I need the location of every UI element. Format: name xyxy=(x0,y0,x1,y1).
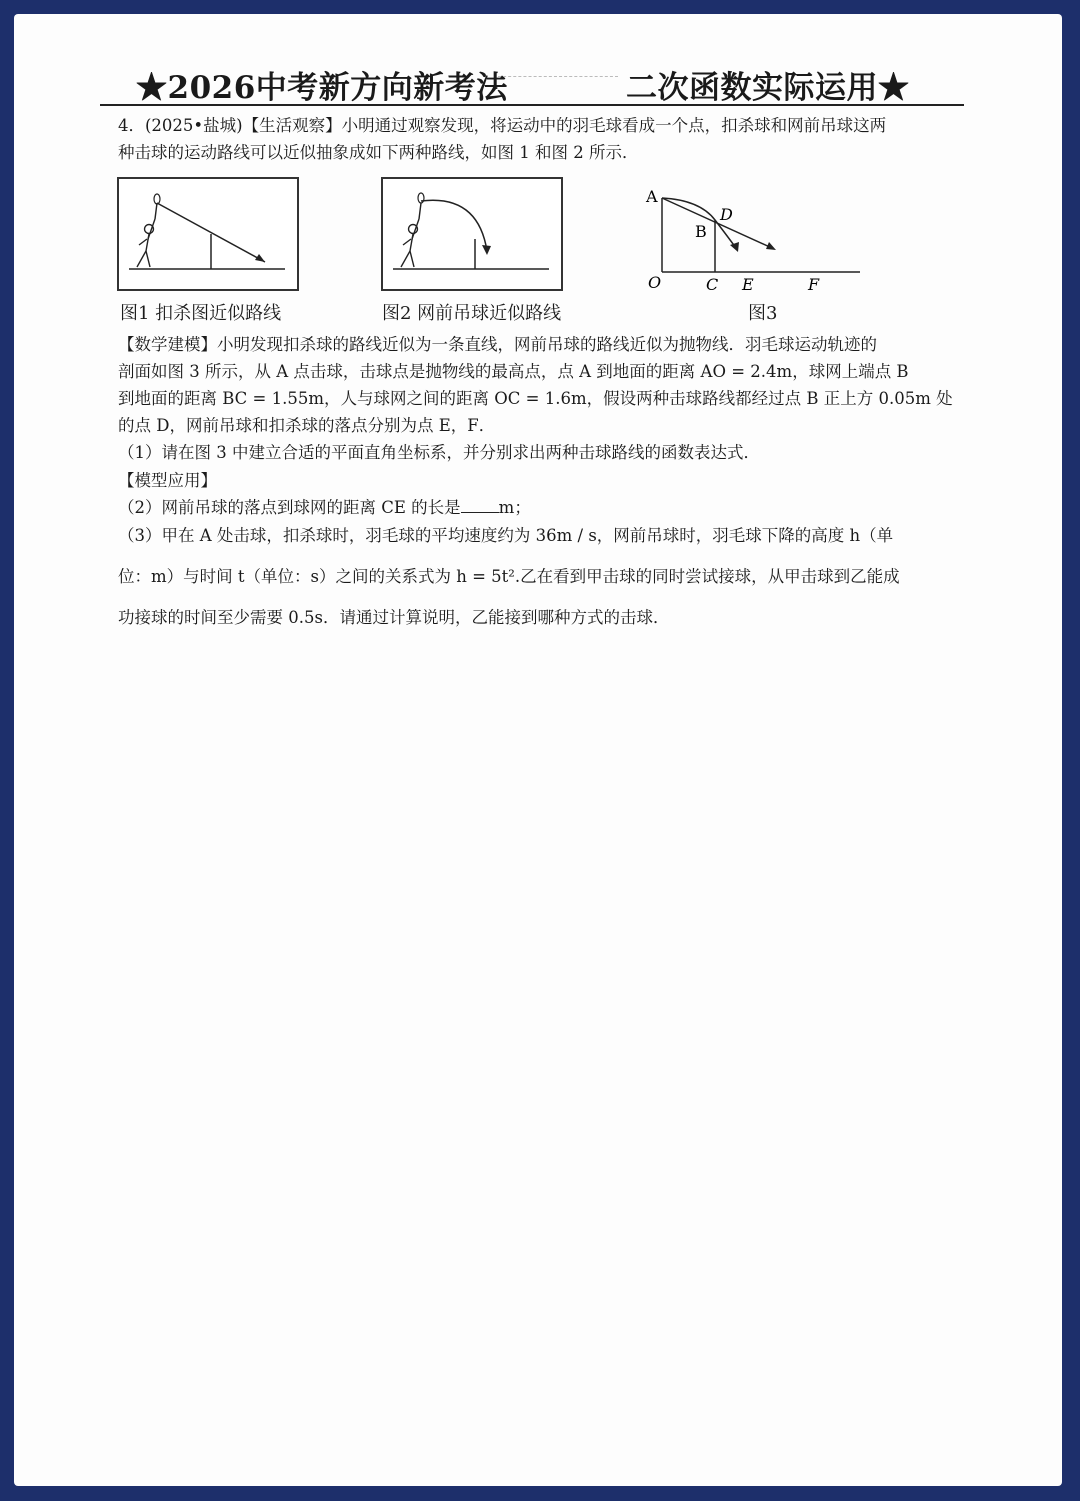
model-line-4: 的点 D，网前吊球和扣杀球的落点分别为点 E，F． xyxy=(118,416,496,435)
title-right: 二次函数实际运用★ xyxy=(626,70,910,106)
question-3-line-3: 功接球的时间至少需要 0.5s．请通过计算说明，乙能接到哪种方式的击球． xyxy=(118,608,670,627)
question-3-line-1: （3）甲在 A 处击球，扣杀球时，羽毛球的平均速度约为 36m / s，网前吊球时，羽毛球下降的高度 h（单 xyxy=(118,526,894,545)
question-2 xyxy=(118,494,531,521)
label-C: C xyxy=(706,275,719,294)
question-2-text: （2）网前吊球的落点到球网的距离 CE 的长是 xyxy=(118,498,461,517)
figure-1-caption: 图1 扣杀图近似路线 xyxy=(120,303,282,324)
model-line-1: 【数学建模】小明发现扣杀球的路线近似为一条直线，网前吊球的路线近似为抛物线．羽毛球运动轨迹的 xyxy=(118,335,877,354)
model-line-3: 到地面的距离 BC = 1.55m，人与球网之间的距离 OC = 1.6m，假设两种击球路线都经过点 B 正上方 0.05m 处 xyxy=(118,389,953,408)
question-2-unit: m； xyxy=(498,498,531,517)
model-line-2: 剖面如图 3 所示，从 A 点击球，击球点是抛物线的最高点，点 A 到地面的距离 AO = 2.4m，球网上端点 B xyxy=(118,362,909,381)
title-bar xyxy=(100,62,964,106)
figure-1-box xyxy=(117,177,299,291)
label-D: D xyxy=(720,205,733,224)
figure-2-caption: 图2 网前吊球近似路线 xyxy=(382,303,562,324)
title-gap-mark xyxy=(498,76,618,87)
label-A: A xyxy=(646,187,658,206)
problem-line-1: 4．(2025•盐城)【生活观察】小明通过观察发现，将运动中的羽毛球看成一个点，扣杀球和网前吊球这两 xyxy=(118,116,887,135)
label-B: B xyxy=(695,222,707,241)
figure-2-box xyxy=(381,177,563,291)
question-1: （1）请在图 3 中建立合适的平面直角坐标系，并分别求出两种击球路线的函数表达式． xyxy=(118,443,760,462)
question-3-line-2: 位：m）与时间 t（单位：s）之间的关系式为 h = 5t².乙在看到甲击球的同时尝试接球，从甲击球到乙能成 xyxy=(118,567,900,586)
label-E: E xyxy=(742,275,754,294)
label-F: F xyxy=(808,275,820,294)
figure-2-drop-path xyxy=(383,179,561,289)
label-O: O xyxy=(648,273,662,292)
problem-line-2: 种击球的运动路线可以近似抽象成如下两种路线，如图 1 和图 2 所示． xyxy=(118,143,639,162)
figure-3-caption: 图3 xyxy=(748,303,778,324)
figure-3-diagram xyxy=(640,182,870,297)
title-left: ★2026中考新方向新考法 xyxy=(136,70,508,106)
figure-1-smash-path xyxy=(119,179,297,289)
answer-blank[interactable] xyxy=(461,512,499,513)
application-heading: 【模型应用】 xyxy=(118,471,217,490)
